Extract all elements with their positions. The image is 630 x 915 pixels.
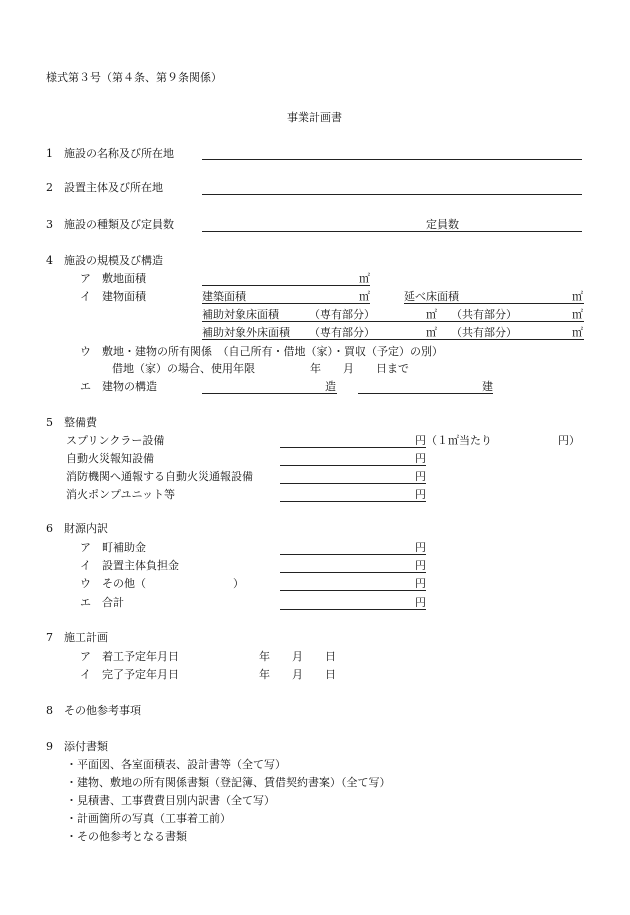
- yen-unit: 円: [415, 488, 426, 501]
- per-sqm-note: （１㎡当たり 円）: [426, 434, 580, 447]
- section-5-label: 5 整備費: [46, 416, 97, 429]
- town-subsidy-label: ア 町補助金: [80, 541, 146, 554]
- total-floor-area-field[interactable]: [404, 303, 584, 304]
- building-footprint-label: 建築面積: [202, 290, 246, 303]
- total-label: エ 合計: [80, 596, 124, 609]
- fire-report-label: 消防機関へ通報する自動火災通報設備: [66, 470, 253, 483]
- pump-unit-label: 消火ポンプユニット等: [66, 488, 176, 501]
- sqm-unit: ㎡: [359, 290, 370, 303]
- completion-date-label: イ 完了予定年月日: [80, 668, 179, 681]
- subsidy-target-field[interactable]: [202, 321, 584, 322]
- building-structure-label: エ 建物の構造: [80, 380, 157, 393]
- sprinkler-cost-field[interactable]: [280, 447, 426, 448]
- form-number: 様式第３号（第４条、第９条関係）: [46, 71, 222, 84]
- building-area-label: イ 建物面積: [80, 290, 146, 303]
- other-source-field[interactable]: [280, 590, 426, 591]
- attachment-item: ・見積書、工事費費目別内訳書（全て写）: [66, 794, 275, 807]
- subsidy-nontarget-field[interactable]: [202, 339, 584, 340]
- section-9-label: 9 添付書類: [46, 740, 108, 753]
- sqm-unit: ㎡: [426, 308, 437, 321]
- section-7-label: 7 施工計画: [46, 631, 108, 644]
- capacity-label: 定員数: [426, 218, 459, 231]
- operator-field[interactable]: [202, 194, 582, 195]
- yen-unit: 円: [415, 470, 426, 483]
- site-area-field[interactable]: [202, 285, 370, 286]
- total-field[interactable]: [280, 609, 426, 610]
- section-6-label: 6 財源内訳: [46, 522, 108, 535]
- section-3-label: 3 施設の種類及び定員数: [46, 218, 174, 231]
- sqm-unit: ㎡: [426, 326, 437, 339]
- yen-unit: 円: [415, 596, 426, 609]
- pump-unit-cost-field[interactable]: [280, 501, 426, 502]
- subsidy-nontarget-label: 補助対象外床面積: [202, 326, 290, 339]
- structure-suffix: 造: [325, 380, 336, 393]
- lease-period-label: 借地（家）の場合、使用年限 年 月 日まで: [112, 362, 409, 375]
- total-floor-area-label: 延べ床面積: [404, 290, 459, 303]
- attachment-item: ・その他参考となる書類: [66, 830, 187, 843]
- auto-alarm-cost-field[interactable]: [280, 465, 426, 466]
- section-1-label: 1 施設の名称及び所在地: [46, 147, 174, 160]
- operator-share-label: イ 設置主体負担金: [80, 559, 179, 572]
- sprinkler-label: スプリンクラー設備: [66, 434, 165, 447]
- page-title: 事業計画書: [287, 111, 342, 124]
- building-footprint-field[interactable]: [202, 303, 370, 304]
- facility-name-field[interactable]: [202, 159, 582, 160]
- yen-unit: 円: [415, 559, 426, 572]
- facility-type-field[interactable]: [202, 231, 582, 232]
- private-part-label: （専有部分）: [309, 308, 375, 321]
- auto-alarm-label: 自動火災報知設備: [66, 452, 154, 465]
- start-date-field[interactable]: 年 月 日: [259, 650, 336, 663]
- start-date-label: ア 着工予定年月日: [80, 650, 179, 663]
- yen-unit: 円: [415, 434, 426, 447]
- sqm-unit: ㎡: [572, 308, 583, 321]
- ownership-label: ウ 敷地・建物の所有関係 （自己所有・借地（家）・買収（予定）の別）: [80, 345, 443, 358]
- attachment-item: ・建物、敷地の所有関係書類（登記簿、賃借契約書案）（全て写）: [66, 776, 391, 789]
- section-2-label: 2 設置主体及び所在地: [46, 181, 163, 194]
- other-source-label: ウ その他（: [80, 577, 146, 590]
- attachment-item: ・計画箇所の写真（工事着工前）: [66, 812, 231, 825]
- subsidy-target-label: 補助対象床面積: [202, 308, 279, 321]
- private-part-label: （専有部分）: [309, 326, 375, 339]
- shared-part-label: （共有部分）: [451, 326, 517, 339]
- fire-report-cost-field[interactable]: [280, 483, 426, 484]
- floors-field[interactable]: [358, 393, 493, 394]
- completion-date-field[interactable]: 年 月 日: [259, 668, 336, 681]
- sqm-unit: ㎡: [572, 326, 583, 339]
- attachment-item: ・平面図、各室面積表、設計書等（全て写）: [66, 758, 286, 771]
- shared-part-label: （共有部分）: [451, 308, 517, 321]
- yen-unit: 円: [415, 452, 426, 465]
- site-area-label: ア 敷地面積: [80, 272, 146, 285]
- other-source-close: ）: [233, 577, 244, 590]
- yen-unit: 円: [415, 577, 426, 590]
- operator-share-field[interactable]: [280, 572, 426, 573]
- section-8-label: 8 その他参考事項: [46, 704, 141, 717]
- yen-unit: 円: [415, 541, 426, 554]
- town-subsidy-field[interactable]: [280, 554, 426, 555]
- floors-suffix: 建: [482, 380, 493, 393]
- sqm-unit: ㎡: [572, 290, 583, 303]
- section-4-label: 4 施設の規模及び構造: [46, 254, 163, 267]
- structure-field[interactable]: [202, 393, 337, 394]
- sqm-unit: ㎡: [359, 272, 370, 285]
